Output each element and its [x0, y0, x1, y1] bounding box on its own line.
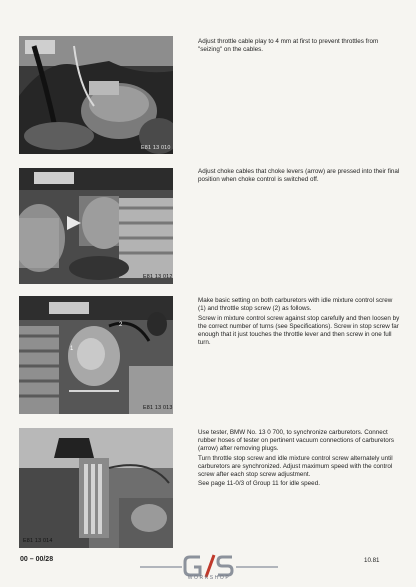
photo-sync-tester	[19, 428, 173, 548]
instruction-paragraph: Adjust choke cables that choke levers (arrow) are pressed into their final position when choke control is switched off.	[198, 168, 400, 183]
logo-text: WORKSHOP	[187, 575, 231, 581]
callout-1: 1	[70, 346, 74, 352]
instruction-choke-cables	[198, 168, 400, 186]
instruction-paragraph: Turn throttle stop screw and idle mixture control screw alternately until carburetors are synchronized. Adjust maximum speed with the control screw after each stop screw adjustment.	[198, 454, 393, 478]
instruction-paragraph: Adjust throttle cable play to 4 mm at first to prevent throttles from "seizing" on the cables.	[198, 38, 379, 53]
photo-code: E81 13 013	[143, 405, 173, 411]
photo-carburetor-setting	[19, 296, 173, 414]
photo-choke-cables	[19, 168, 173, 284]
instruction-synchronize	[198, 429, 400, 490]
instruction-throttle-cable	[198, 38, 400, 56]
photo-code: E81 13 014	[23, 538, 53, 544]
photo-sync-tester-image	[19, 428, 173, 548]
photo-code: E81 13 010	[141, 145, 171, 151]
page-number: 00 – 00/28	[20, 556, 54, 563]
instruction-paragraph: Screw in mixture control screw against stop carefully and then loosen by the correct number of turns (see Specifications). Screw in stop screw far enough that it just touches the throttle lever and then screw in one full turn.	[198, 314, 400, 346]
revision-date: 10.81	[364, 557, 380, 564]
instruction-basic-setting	[198, 297, 400, 348]
photo-code: E81 13 012	[143, 274, 173, 280]
photo-choke-cables-image	[19, 168, 173, 284]
gs-workshop-logo	[138, 553, 280, 585]
instruction-paragraph: See page 11-0/3 of Group 11 for idle speed.	[198, 480, 320, 487]
instruction-paragraph: Use tester, BMW No. 13 0 700, to synchronize carburetors. Connect rubber hoses of tester on pertinent vacuum connections of carburetors (arrow) after removing plugs.	[198, 429, 395, 452]
photo-throttle-cable	[19, 36, 173, 154]
photo-throttle-cable-image	[19, 36, 173, 154]
photo-carburetor-setting-image	[19, 296, 173, 414]
instruction-paragraph: Make basic setting on both carburetors with idle mixture control screw (1) and throttle stop screw (2) as follows.	[198, 297, 393, 312]
callout-2: 2	[119, 322, 123, 328]
